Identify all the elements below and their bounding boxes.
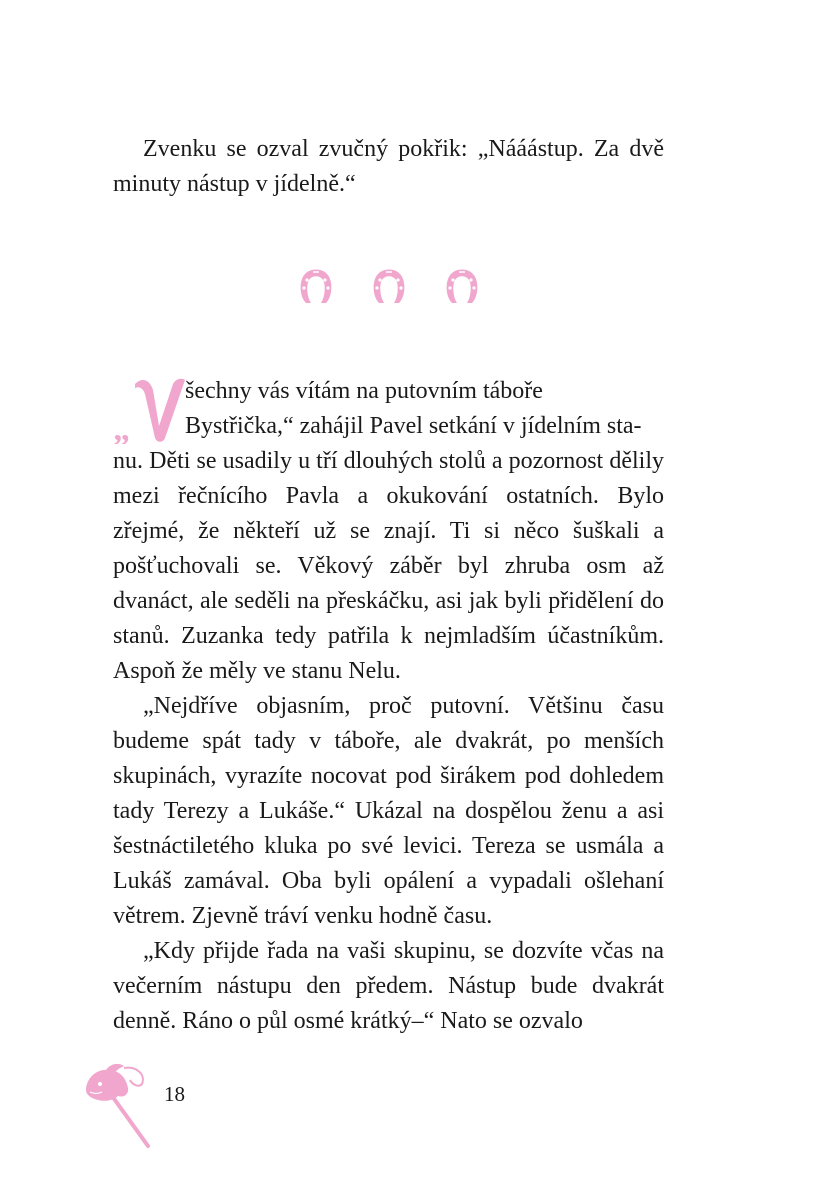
horseshoe-icon bbox=[370, 266, 408, 306]
paragraph-1-rest: nu. Děti se usadily u tří dlouhých stolů a pozornost dělily mezi řečnícího Pavla a okukování ostatních. Bylo zřejmé, že někteří už se znají. Ti si něco šuškali a pošťuchovali se. Věkový záběr byl zhruba osm až dvanáct, ale seděli na přeskáčku, asi jak byli přidělení do stanů. Zuzanka tedy patřila k nejmladším účastníkům. Aspoň že měly ve stanu Nelu. bbox=[113, 448, 664, 684]
paragraph-3: „Kdy přijde řada na vaši skupinu, se dozvíte včas na večerním nástupu den předem. Nástup bude dvakrát denně. Ráno o půl osmé krátký–“ Nato se ozvalo bbox=[113, 938, 664, 1034]
paragraph-1-line-2: Bystřička,“ zahájil Pavel setkání v jídelním sta- bbox=[185, 413, 642, 439]
paragraph-2: „Nejdříve objasním, proč putovní. Většinu času budeme spát tady v táboře, ale dvakrát, po menších skupinách, vyrazíte nocovat pod širákem pod dohledem tady Terezy a Lukáše.“ Ukázal na dospělou ženu a asi šestnáctiletého kluka po své levici. Tereza se usmála a Lukáš zamával. Oba byli opálení a vypadali ošlehaní větrem. Zjevně tráví venku hodně času. bbox=[113, 693, 664, 929]
hobby-horse-icon bbox=[80, 1058, 160, 1150]
main-text bbox=[113, 374, 664, 1039]
paragraph-1-line-1: šechny vás vítám na putovním táboře bbox=[185, 378, 543, 404]
svg-text:„: „ bbox=[113, 411, 130, 444]
page-number: 18 bbox=[164, 1082, 185, 1106]
paragraph-1 bbox=[113, 374, 664, 689]
paragraph-top: Zvenku se ozval zvučný pokřik: „Nááástup. Za dvě minuty nástup v jídelně.“ bbox=[113, 136, 664, 197]
horseshoe-icon bbox=[443, 266, 481, 306]
horseshoe-icon bbox=[297, 266, 335, 306]
section-divider bbox=[297, 266, 487, 310]
top-paragraph bbox=[113, 132, 664, 202]
